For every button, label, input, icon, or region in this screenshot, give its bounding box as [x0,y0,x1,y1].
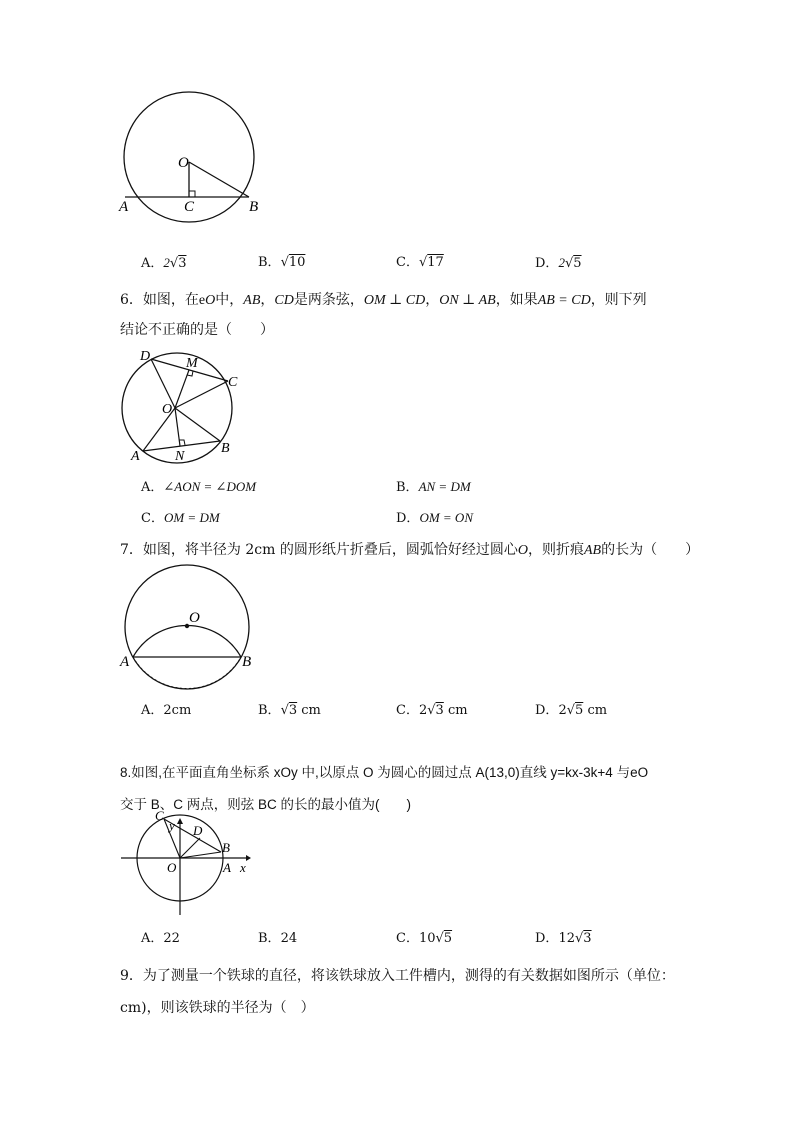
fig5-right-angle [189,191,195,197]
figure-q7 [112,570,272,695]
q6-stem-line2: 结论不正确的是（ ） [120,322,274,338]
fig7-label-a: A [120,654,130,670]
q7-option-b[interactable]: B．√3 cm [258,703,321,718]
fig6-label-b: B [221,441,230,456]
fig6-od [151,359,175,408]
q8-option-b[interactable]: B．24 [258,931,298,946]
fig7-label-o: O [189,610,200,626]
fig6-label-c: C [228,375,238,390]
q9-stem-line2: cm)，则该铁球的半径为（ ） [120,1000,315,1016]
q5-option-d[interactable]: D．2√5 [535,255,582,271]
q7-option-a[interactable]: A．2cm [141,703,192,718]
fig6-label-a: A [131,449,140,464]
fig6-label-n: N [175,449,185,464]
arrow-up-icon [177,818,183,824]
q8-option-c[interactable]: C．10√5 [396,931,453,946]
q5-option-a[interactable]: A．2√3 [141,255,187,271]
fig6-label-d: D [140,349,151,364]
q7-option-c[interactable]: C．2√3 cm [396,703,468,718]
sqrt-icon: √ [435,931,444,946]
figure-q6 [115,345,250,470]
sqrt-icon: √ [280,703,289,718]
sqrt-icon: √ [169,256,179,271]
q7-option-d[interactable]: D．2√5 cm [535,703,608,718]
arrow-right-icon [246,855,251,861]
sqrt-icon: √ [574,931,584,946]
figure-q5 [110,90,280,220]
fig7-dotted-arc [133,657,241,689]
fig6-ob [175,408,220,441]
fig8-label-b: B [222,840,230,855]
q5-option-c[interactable]: C．√17 [396,255,444,270]
fig8-label-a: A [223,860,231,875]
q6-stem-line1: 6．如图，在eO中，AB，CD是两条弦，OM ⊥ CD，ON ⊥ AB，如果AB = CD，则下列 [120,292,647,308]
fig5-label-o: O [178,155,189,171]
q9-stem-line1: 9．为了测量一个铁球的直径，将该铁球放入工件槽内，测得的有关数据如图所示（单位： [120,968,675,984]
fig8-label-d: D [193,823,203,838]
q7-stem: 7．如图，将半径为 2cm 的圆形纸片折叠后，圆弧恰好经过圆心O，则折痕AB的长为（ ） [120,542,700,558]
fig5-label-c: C [184,199,195,215]
q8-stem-line1: 8.如图,在平面直角坐标系 xOy 中,以原点 O 为圆心的圆过点 A(13,0)直线 y=kx-3k+4 与eO [120,765,649,780]
q6-option-c[interactable]: C．OM = DM [141,510,220,526]
q6-option-a[interactable]: A．∠AON = ∠DOM [141,479,257,495]
fig6-label-o: O [162,402,173,417]
q8-option-a[interactable]: A．22 [141,931,180,946]
fig6-label-m: M [186,356,198,371]
fig8-label-x: x [240,860,246,875]
sqrt-icon: √ [427,703,436,718]
q6-option-b[interactable]: B．AN = DM [396,479,471,495]
figure-q8 [118,808,253,918]
fig8-label-o: O [167,860,177,875]
fig7-folded-arc [133,625,241,657]
fig8-label-y: y [169,818,175,833]
q5-option-b[interactable]: B．√10 [258,255,306,270]
sqrt-icon: √ [566,703,576,718]
fig5-label-a: A [119,199,129,215]
sqrt-icon: √ [564,256,574,271]
q8-option-d[interactable]: D．12√3 [535,931,592,946]
fig5-label-b: B [249,199,259,215]
fig5-ob [189,162,249,197]
fig8-label-c: C [155,808,164,823]
fig7-label-b: B [242,654,252,670]
fig8-ob [180,852,221,858]
q6-option-d[interactable]: D．OM = ON [396,510,473,526]
sqrt-icon: √ [280,255,289,270]
sqrt-icon: √ [418,255,428,270]
q8-stem-line2: 交于 B、C 两点，则弦 BC 的长的最小值为( ) [120,797,412,812]
